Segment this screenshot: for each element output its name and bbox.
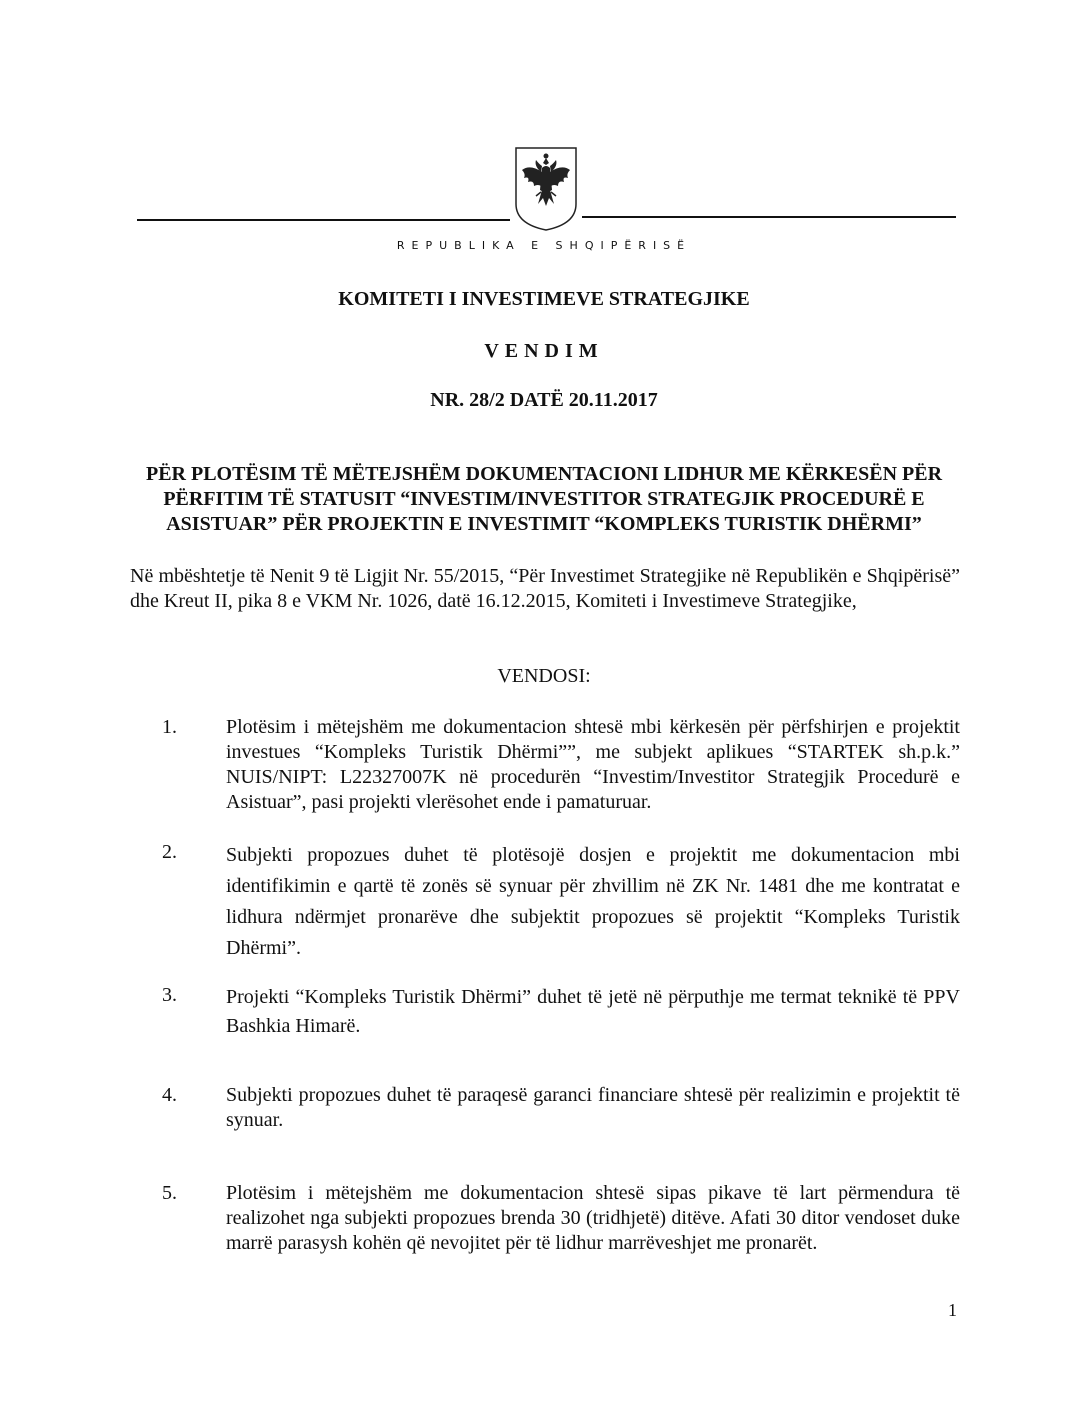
republic-label: REPUBLIKA E SHQIPËRISË <box>396 239 692 252</box>
decides-heading: VENDOSI: <box>497 665 591 687</box>
item-text: Subjekti propozues duhet të plotësojë dosjen e projektit me dokumentacion mbi identifikimin e qartë të zonës së synuar për zhvillim në ZK Nr. 1481 dhe me kontratat e lidhura ndërmjet pronarëve dhe subjektit propozues së projektit “Kompleks Turistik Dhërmi”. <box>226 844 960 959</box>
header-rule-right <box>582 216 956 218</box>
header-rule-left <box>137 219 510 221</box>
decision-heading: VENDIM <box>484 340 604 362</box>
item-text: Projekti “Kompleks Turistik Dhërmi” duhet të jetë në përputhje me termat teknikë të PPV Bashkia Himarë. <box>226 986 960 1037</box>
item-number: 1. <box>162 716 177 738</box>
decision-number: NR. 28/2 DATË 20.11.2017 <box>430 389 658 411</box>
item-number: 5. <box>162 1182 177 1204</box>
item-text: Plotësim i mëtejshëm me dokumentacion shtesë mbi kërkesën për përfshirjen e projektit investues “Kompleks Turistik Dhërmi””, me subjekt aplikues “STARTEK sh.p.k.” NUIS/NIPT: L22327007K në procedurën “Investim/Investitor Strategjik Procedurë e Asistuar”, pasi projekti vlerësohet ende i pamaturuar. <box>226 716 960 813</box>
item-text: Plotësim i mëtejshëm me dokumentacion shtesë sipas pikave të lart përmendura të realizohet nga subjekti propozues brenda 30 (tridhjetë) ditëve. Afati 30 ditor vendoset duke marrë parasysh kohën që nevojitet për të lidhur marrëveshjet me pronarët. <box>226 1182 960 1254</box>
item-text: Subjekti propozues duhet të paraqesë garanci financiare shtesë për realizimin e projektit të synuar. <box>226 1084 960 1131</box>
preamble-paragraph: Në mbështetje të Nenit 9 të Ligjit Nr. 55/2015, “Për Investimet Strategjike në Republikën e Shqipërisë” dhe Kreut II, pika 8 e VKM Nr. 1026, datë 16.12.2015, Komiteti i Investimeve Strategjike, <box>130 565 960 612</box>
item-number: 3. <box>162 984 177 1006</box>
decision-subject: PËR PLOTËSIM TË MËTEJSHËM DOKUMENTACIONI LIDHUR ME KËRKESËN PËR PËRFITIM TË STATUSIT “INVESTIM/INVESTITOR STRATEGJIK PROCEDURË E ASISTUAR” PËR PROJEKTIN E INVESTIMIT “KOMPLEKS TURISTIK DHËRMI” <box>145 463 943 535</box>
page-number: 1 <box>948 1300 957 1320</box>
item-number: 4. <box>162 1084 177 1106</box>
albanian-coat-of-arms-icon <box>512 146 580 232</box>
item-number: 2. <box>162 841 177 863</box>
committee-title: KOMITETI I INVESTIMEVE STRATEGJIKE <box>338 288 750 310</box>
